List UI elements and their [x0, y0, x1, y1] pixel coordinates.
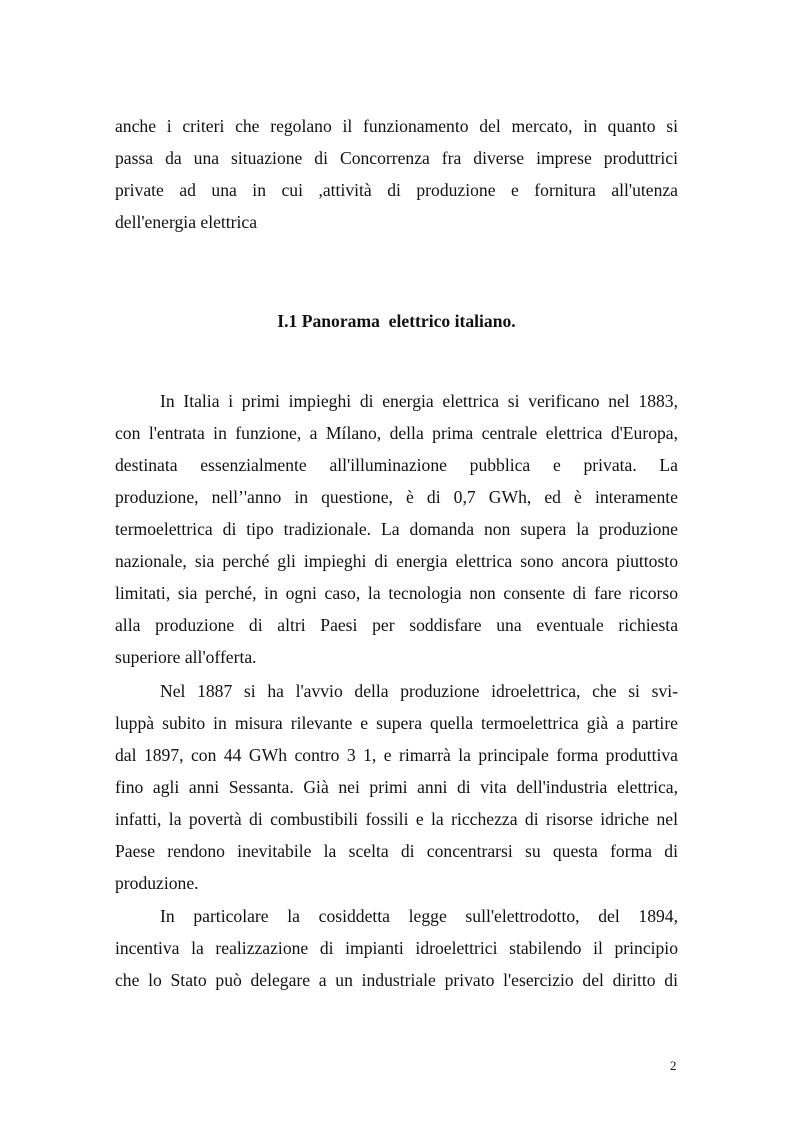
text-line: anche i criteri che regolano il funzionamento del mercato, in quanto si: [115, 116, 678, 136]
text-line: luppà subito in misura rilevante e supera quella termoelettrica già a partire: [115, 713, 678, 733]
text-line: nazionale, sia perché gli impieghi di energia elettrica sono ancora piuttosto: [115, 551, 678, 571]
text-line: Nel 1887 si ha l'avvio della produzione idroelettrica, che si svi-: [160, 681, 678, 701]
text-line: In particolare la cosiddetta legge sull'elettrodotto, del 1894,: [160, 906, 678, 926]
text-line: alla produzione di altri Paesi per soddisfare una eventuale richiesta: [115, 615, 678, 635]
text-line: produzione, nell’'anno in questione, è di 0,7 GWh, ed è interamente: [115, 487, 678, 507]
text-line: infatti, la povertà di combustibili fossili e la ricchezza di risorse idriche nel: [115, 809, 678, 829]
text-line: In Italia i primi impieghi di energia elettrica si verificano nel 1883,: [160, 391, 678, 411]
text-line: Paese rendono inevitabile la scelta di concentrarsi su questa forma di: [115, 841, 678, 861]
paragraph-2: [115, 675, 678, 899]
text-line: produzione.: [115, 873, 199, 893]
text-line: dell'energia elettrica: [115, 212, 258, 232]
paragraph-3: [115, 900, 678, 996]
text-line: limitati, sia perché, in ogni caso, la tecnologia non consente di fare ricorso: [115, 583, 678, 603]
text-line: destinata essenzialmente all'illuminazione pubblica e privata. La: [115, 455, 678, 475]
text-line: con l'entrata in funzione, a Mílano, della prima centrale elettrica d'Europa,: [115, 423, 678, 443]
text-line: superiore all'offerta.: [115, 647, 257, 667]
text-line: private ad una in cui ,attività di produzione e fornitura all'utenza: [115, 180, 678, 200]
text-line: fino agli anni Sessanta. Già nei primi anni di vita dell'industria elettrica,: [115, 777, 678, 797]
text-line: passa da una situazione di Concorrenza fra diverse imprese produttrici: [115, 148, 678, 168]
text-line: incentiva la realizzazione di impianti idroelettrici stabilendo il principio: [115, 938, 678, 958]
text-line: che lo Stato può delegare a un industriale privato l'esercizio del diritto di: [115, 970, 678, 990]
text-line: dal 1897, con 44 GWh contro 3 1, e rimarrà la principale forma produttiva: [115, 745, 678, 765]
page-number: 2: [670, 1058, 677, 1073]
text-line: termoelettrica di tipo tradizionale. La domanda non supera la produzione: [115, 519, 678, 539]
paragraph-1: [115, 385, 678, 673]
section-heading: I.1 Panorama elettrico italiano.: [277, 311, 516, 331]
intro-paragraph: [115, 110, 678, 238]
